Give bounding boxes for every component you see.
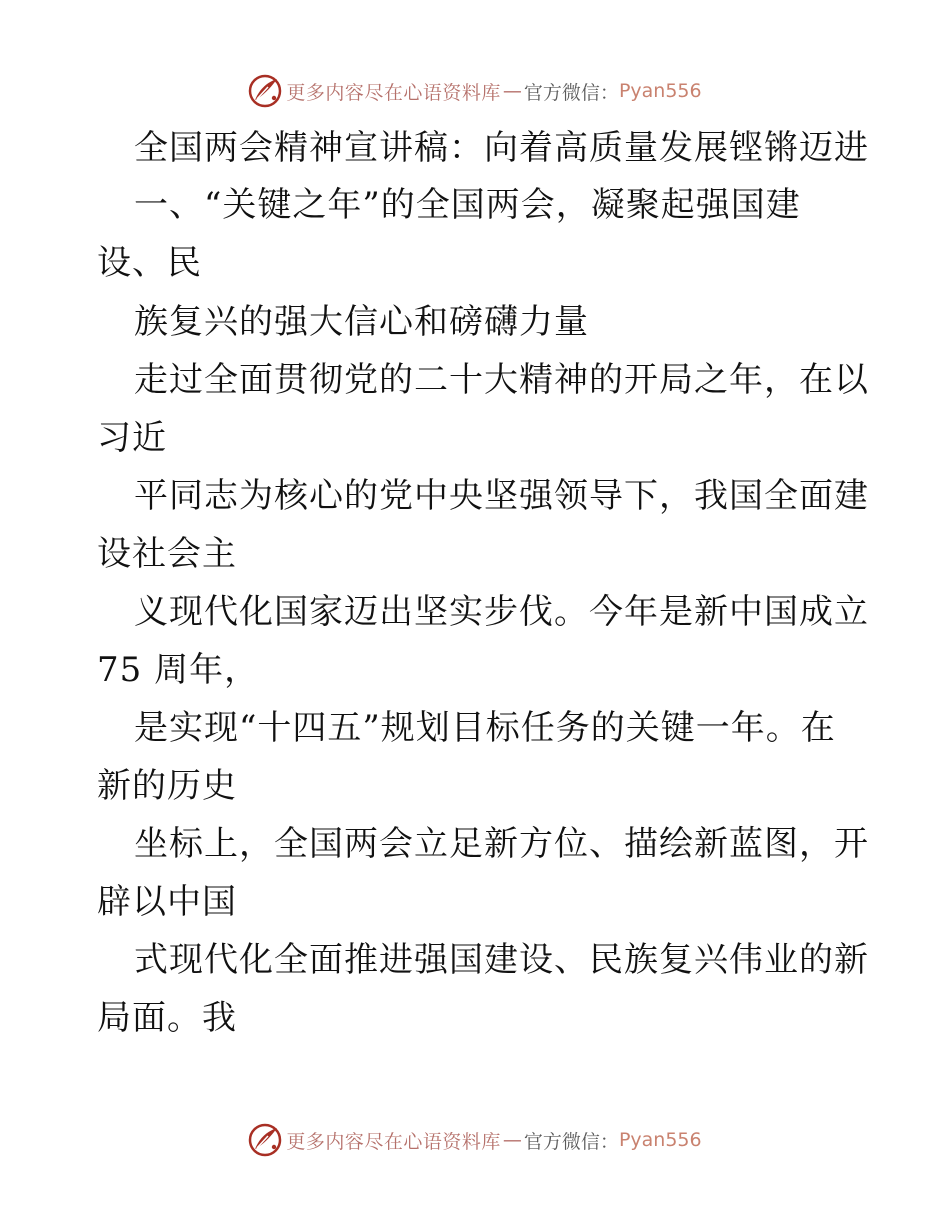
section-heading-line: 设、民	[97, 243, 202, 283]
body-text-line: 习近	[97, 418, 167, 458]
document-title: 全国两会精神宣讲稿：向着高质量发展铿锵迈进	[134, 128, 869, 168]
body-text-line: 是实现“十四五”规划目标任务的关键一年。在	[134, 708, 836, 748]
banner-wechat-id: Pyan556	[618, 1129, 702, 1151]
body-text-line: 义现代化国家迈出坚实步伐。今年是新中国成立	[134, 592, 869, 632]
section-heading-line: 一、“关键之年”的全国两会，凝聚起强国建	[134, 185, 801, 225]
body-text-line: 设社会主	[97, 534, 237, 574]
section-heading-line: 族复兴的强大信心和磅礴力量	[134, 302, 589, 342]
banner-wechat-id: Pyan556	[618, 80, 702, 102]
body-text-line: 平同志为核心的党中央坚强领导下，我国全面建	[134, 476, 869, 516]
banner-promo-text: 更多内容尽在心语资料库	[286, 1130, 501, 1153]
banner-promo-text: 更多内容尽在心语资料库	[286, 81, 501, 104]
quill-pen-logo-icon	[248, 74, 282, 108]
banner-separator: —	[502, 1129, 522, 1151]
banner-separator: —	[502, 80, 522, 102]
body-text-line: 坐标上，全国两会立足新方位、描绘新蓝图，开	[134, 824, 869, 864]
quill-pen-logo-icon	[248, 1123, 282, 1157]
body-text-line: 新的历史	[97, 766, 237, 806]
body-text-line: 式现代化全面推进强国建设、民族复兴伟业的新	[134, 940, 869, 980]
banner-wechat-label: 官方微信：	[523, 81, 619, 104]
body-text-line: 75 周年，	[97, 650, 260, 690]
body-text-line: 辟以中国	[97, 882, 237, 922]
header-banner	[0, 71, 950, 111]
body-text-line: 局面。我	[97, 998, 237, 1038]
footer-banner	[0, 1120, 950, 1160]
body-text-line: 走过全面贯彻党的二十大精神的开局之年，在以	[134, 360, 869, 400]
banner-wechat-label: 官方微信：	[523, 1130, 619, 1153]
